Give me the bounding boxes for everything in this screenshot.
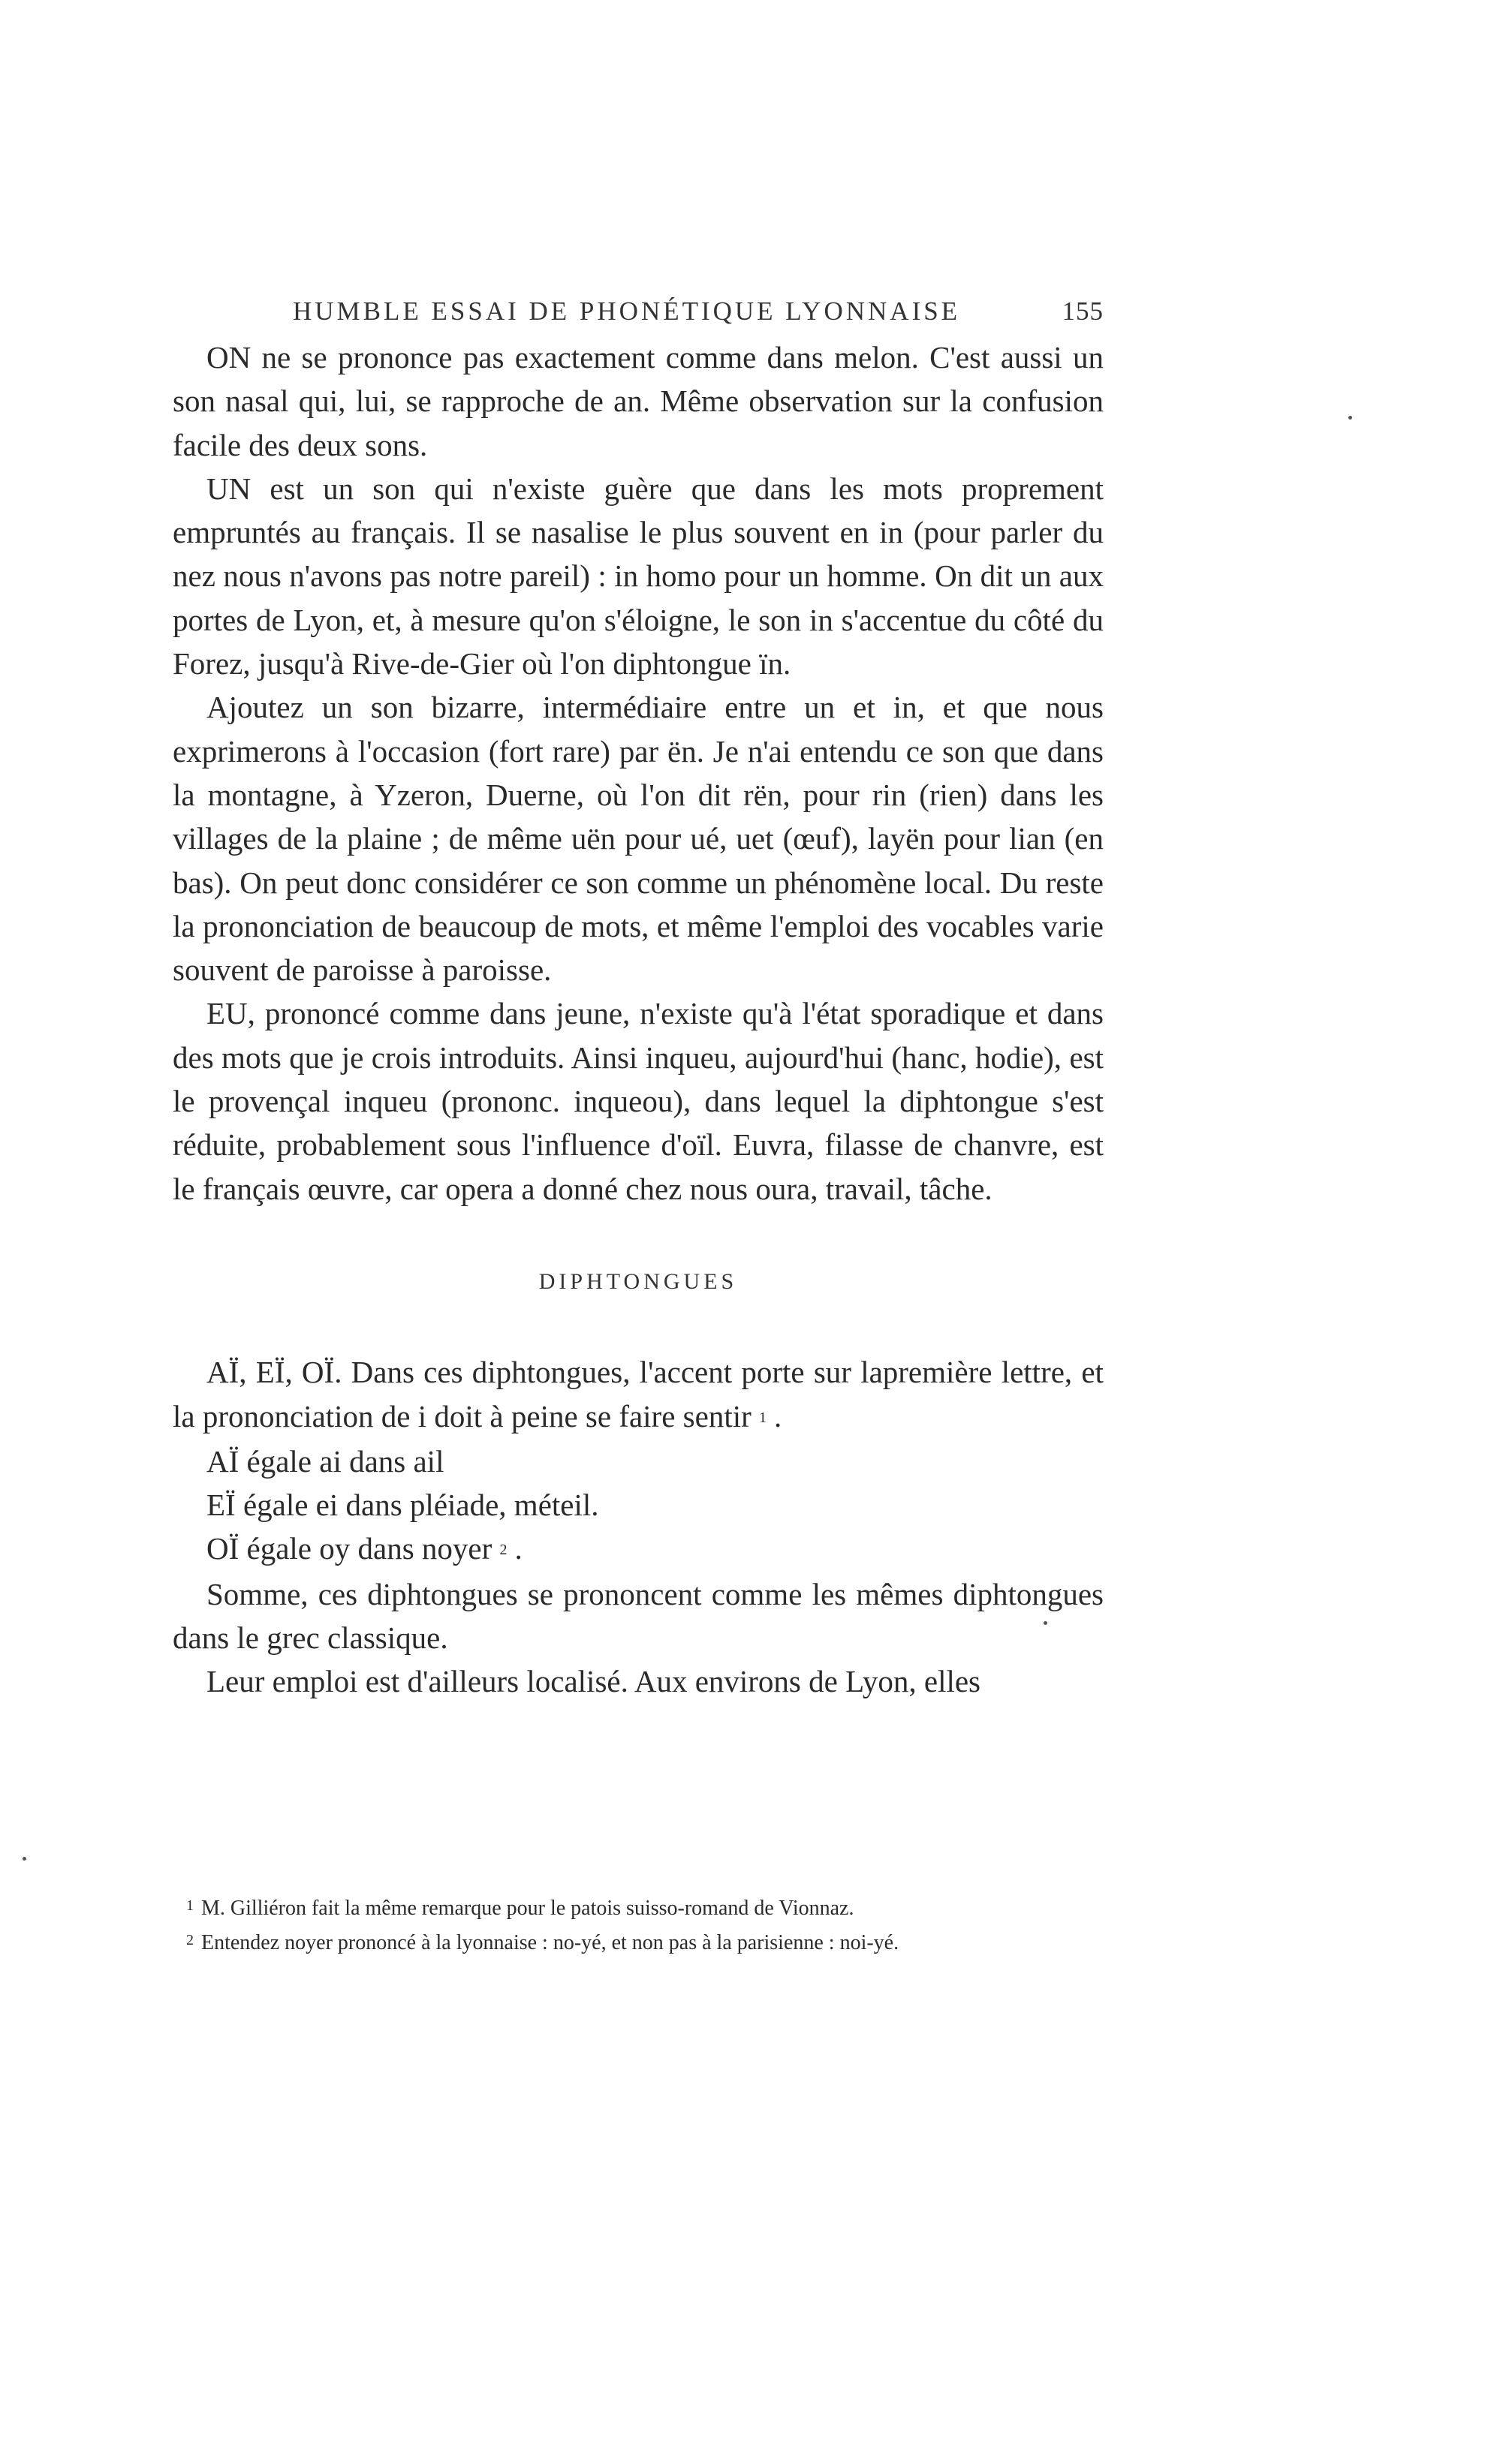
paragraph-on: ON ne se prononce pas exactement comme dans melon. C'est aussi un son nasal qui, lui, se rapproche de an. Même observation sur la confusion facile des deux sons. <box>173 340 1104 462</box>
footnotes <box>186 1890 1102 1959</box>
main-text <box>173 335 1104 1704</box>
paragraph-eu: EU, prononcé comme dans jeune, n'existe qu'à l'état sporadique et dans des mots que je crois introduits. Ainsi inqueu, aujourd'hui (hanc, hodie), est le provençal inqueu (prononc. inqueou), dans lequel la diphtongue s'est réduite, probablement sous l'influence d'oïl. Euvra, filasse de chanvre, est le français œuvre, car opera a donné chez nous oura, travail, tâche. <box>173 996 1104 1206</box>
page-number: 155 <box>1062 296 1104 326</box>
paper-speck <box>23 1857 26 1861</box>
paper-speck <box>1044 1621 1047 1625</box>
paper-speck <box>1348 416 1352 420</box>
footnote-1-mark: 1 <box>186 1897 194 1914</box>
footnote-2-text: Entendez noyer prononcé à la lyonnaise : no-yé, et non pas à la parisienne : noi-yé. <box>201 1931 899 1954</box>
paragraph-ei: EÏ égale ei dans pléiade, méteil. <box>206 1488 599 1523</box>
footnote-1 <box>186 1890 1102 1924</box>
paragraph-oi: OÏ égale oy dans noyer $^2$ . <box>206 1531 523 1566</box>
paragraph-somme: Somme, ces diphtongues se prononcent comme les mêmes diphtongues dans le grec classique. <box>173 1576 1104 1656</box>
footnote-2-mark: 2 <box>186 1932 194 1948</box>
footnote-1-text: M. Gilliéron fait la même remarque pour le patois suisso-romand de Vionnaz. <box>201 1897 854 1920</box>
diphthong-intro-text: AÏ, EÏ, OÏ. Dans ces diphtongues, l'accent porte sur lapremière lettre, et la prononciation de i doit à peine se faire sentir <box>173 1355 1104 1434</box>
running-title: HUMBLE ESSAI DE PHONÉTIQUE LYONNAISE <box>293 296 961 326</box>
footnote-ref-1: 1 <box>759 1409 767 1426</box>
paragraph-en: Ajoutez un son bizarre, intermédiaire entre un et in, et que nous exprimerons à l'occasion (fort rare) par ën. Je n'ai entendu ce son que dans la montagne, à Yzeron, Duerne, où l'on dit rën, pour rin (rien) dans les villages de la plaine ; de même uën pour ué, uet (œuf), layën pour lian (en bas). On peut donc considérer ce son comme un phénomène local. Du reste la prononciation de beaucoup de mots, et même l'emploi des vocables varie souvent de paroisse à paroisse. <box>173 690 1104 988</box>
page-content <box>173 296 1104 1704</box>
paragraph-ai: AÏ égale ai dans ail <box>206 1443 444 1479</box>
paragraph-un: UN est un son qui n'existe guère que dans les mots proprement empruntés au français. Il se nasalise le plus souvent en in (pour parler du nez nous n'avons pas notre pareil) : in homo pour un homme. On dit un aux portes de Lyon, et, à mesure qu'on s'éloigne, le son in s'accentue du côté du Forez, jusqu'à Rive-de-Gier où l'on diphtongue ïn. <box>173 471 1104 681</box>
footnote-2 <box>186 1924 1102 1959</box>
section-heading: DIPHTONGUES <box>538 1268 738 1294</box>
footnote-ref-2: 2 <box>499 1542 508 1559</box>
paragraph-leur-emploi: Leur emploi est d'ailleurs localisé. Aux environs de Lyon, elles <box>206 1664 981 1699</box>
running-header <box>173 296 1104 335</box>
oi-text: OÏ égale oy dans noyer <box>206 1531 492 1566</box>
paragraph-diphtongues-intro: AÏ, EÏ, OÏ. Dans ces diphtongues, l'accent porte sur lapremière lettre, et la prononciation de i doit à peine se faire sentir $^1$ . <box>173 1355 1104 1434</box>
